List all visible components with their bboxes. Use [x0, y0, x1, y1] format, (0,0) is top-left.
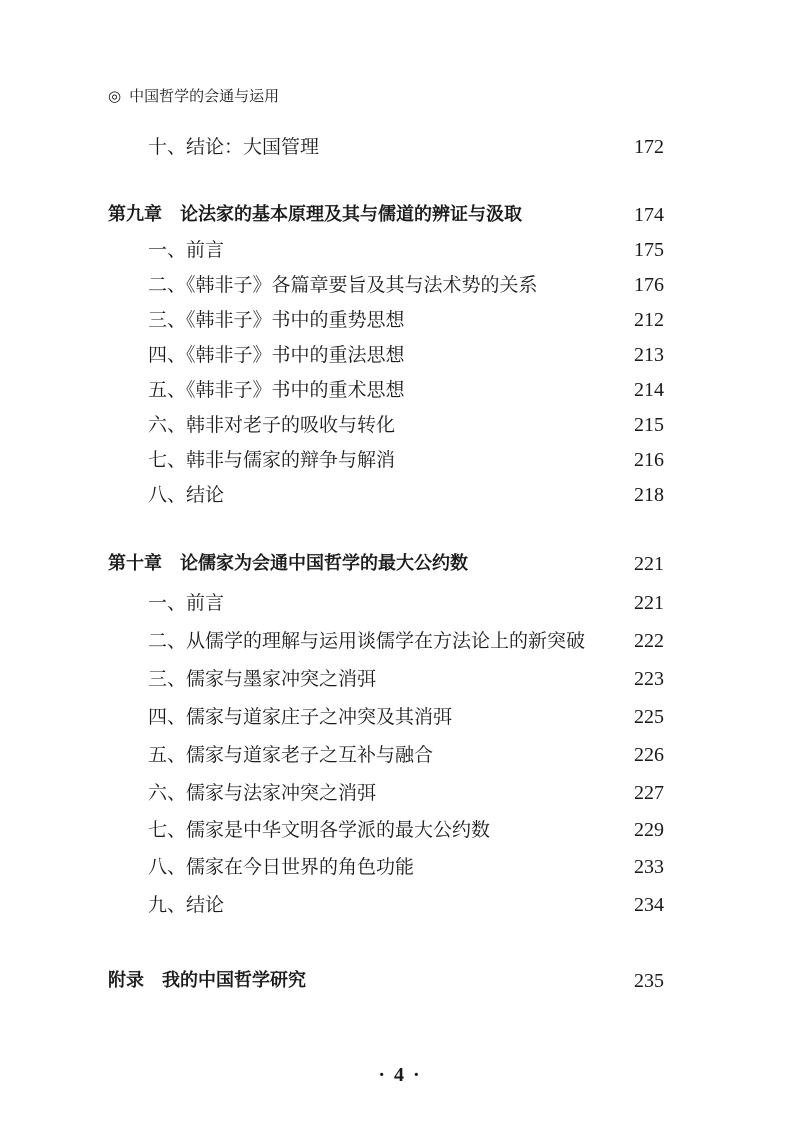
toc-entry-page: 174 — [634, 204, 664, 226]
toc-entry[interactable] — [0, 588, 800, 618]
toc-entry[interactable] — [0, 740, 800, 770]
toc-chapter-10[interactable] — [0, 549, 800, 579]
toc-entry-page: 223 — [634, 668, 664, 690]
toc-entry[interactable] — [0, 410, 800, 440]
running-header — [108, 86, 279, 106]
toc-entry[interactable] — [0, 480, 800, 510]
toc-entry-title: 二、从儒学的理解与运用谈儒学在方法论上的新突破 — [148, 630, 586, 652]
toc-entry[interactable] — [0, 235, 800, 265]
toc-entry[interactable] — [0, 890, 800, 920]
toc-entry-page: 221 — [634, 592, 664, 614]
toc-entry-page: 229 — [634, 819, 664, 841]
toc-entry[interactable] — [0, 132, 800, 162]
toc-chapter-title — [108, 549, 468, 579]
page-number: · 4 · — [378, 1064, 422, 1086]
toc-chapter-title — [108, 966, 306, 996]
toc-entry-title: 一、前言 — [148, 592, 225, 614]
toc-entry-title: 七、儒家是中华文明各学派的最大公约数 — [148, 819, 491, 841]
book-title: 中国哲学的会通与运用 — [129, 87, 280, 105]
toc-entry-title: 十、结论：大国管理 — [148, 136, 320, 158]
toc-entry-page: 233 — [634, 856, 664, 878]
toc-entry-page: 175 — [634, 239, 664, 261]
toc-entry-title: 九、结论 — [148, 894, 225, 916]
toc-entry-page: 172 — [634, 136, 664, 158]
toc-entry[interactable] — [0, 375, 800, 405]
toc-chapter-9[interactable] — [0, 200, 800, 230]
toc-entry[interactable] — [0, 626, 800, 656]
toc-chapter-name: 论法家的基本原理及其与儒道的辨证与汲取 — [180, 204, 522, 225]
toc-entry-page: 227 — [634, 782, 664, 804]
toc-entry-title: 五、《韩非子》书中的重术思想 — [148, 379, 405, 401]
toc-entry[interactable] — [0, 815, 800, 845]
toc-entry-title: 二、《韩非子》各篇章要旨及其与法术势的关系 — [148, 274, 538, 296]
toc-entry-page: 176 — [634, 274, 664, 296]
toc-entry-page: 235 — [634, 970, 664, 992]
toc-entry[interactable] — [0, 778, 800, 808]
toc-entry-title: 八、结论 — [148, 484, 225, 506]
toc-entry-page: 221 — [634, 553, 664, 575]
toc-entry-title: 三、《韩非子》书中的重势思想 — [148, 309, 405, 331]
double-circle-icon: ◎ — [108, 87, 122, 105]
toc-entry-page: 216 — [634, 449, 664, 471]
toc-entry[interactable] — [0, 852, 800, 882]
toc-entry[interactable] — [0, 305, 800, 335]
toc-entry-page: 215 — [634, 414, 664, 436]
toc-chapter-name: 论儒家为会通中国哲学的最大公约数 — [180, 553, 468, 574]
toc-entry-title: 五、儒家与道家老子之互补与融合 — [148, 744, 434, 766]
toc-entry[interactable] — [0, 340, 800, 370]
toc-chapter-name: 我的中国哲学研究 — [162, 970, 306, 991]
toc-entry-title: 四、《韩非子》书中的重法思想 — [148, 344, 405, 366]
toc-entry[interactable] — [0, 702, 800, 732]
toc-entry-title: 三、儒家与墨家冲突之消弭 — [148, 668, 377, 690]
toc-entry-title: 七、韩非与儒家的辩争与解消 — [148, 449, 396, 471]
toc-entry-title: 一、前言 — [148, 239, 225, 261]
toc-entry-page: 218 — [634, 484, 664, 506]
toc-chapter-label: 第九章 — [108, 204, 162, 225]
toc-entry-title: 四、儒家与道家庄子之冲突及其消弭 — [148, 706, 453, 728]
toc-entry-title: 八、儒家在今日世界的角色功能 — [148, 856, 415, 878]
toc-chapter-title — [108, 200, 522, 230]
toc-entry-page: 214 — [634, 379, 664, 401]
toc-entry-page: 226 — [634, 744, 664, 766]
toc-entry[interactable] — [0, 270, 800, 300]
toc-entry[interactable] — [0, 445, 800, 475]
toc-entry-title: 六、韩非对老子的吸收与转化 — [148, 414, 396, 436]
toc-entry-page: 213 — [634, 344, 664, 366]
toc-entry-page: 225 — [634, 706, 664, 728]
toc-entry-title: 六、儒家与法家冲突之消弭 — [148, 782, 377, 804]
toc-appendix[interactable] — [0, 966, 800, 996]
toc-entry[interactable] — [0, 664, 800, 694]
toc-entry-page: 234 — [634, 894, 664, 916]
toc-chapter-label: 附录 — [108, 970, 144, 991]
toc-chapter-label: 第十章 — [108, 553, 162, 574]
toc-entry-page: 212 — [634, 309, 664, 331]
toc-entry-page: 222 — [634, 630, 664, 652]
